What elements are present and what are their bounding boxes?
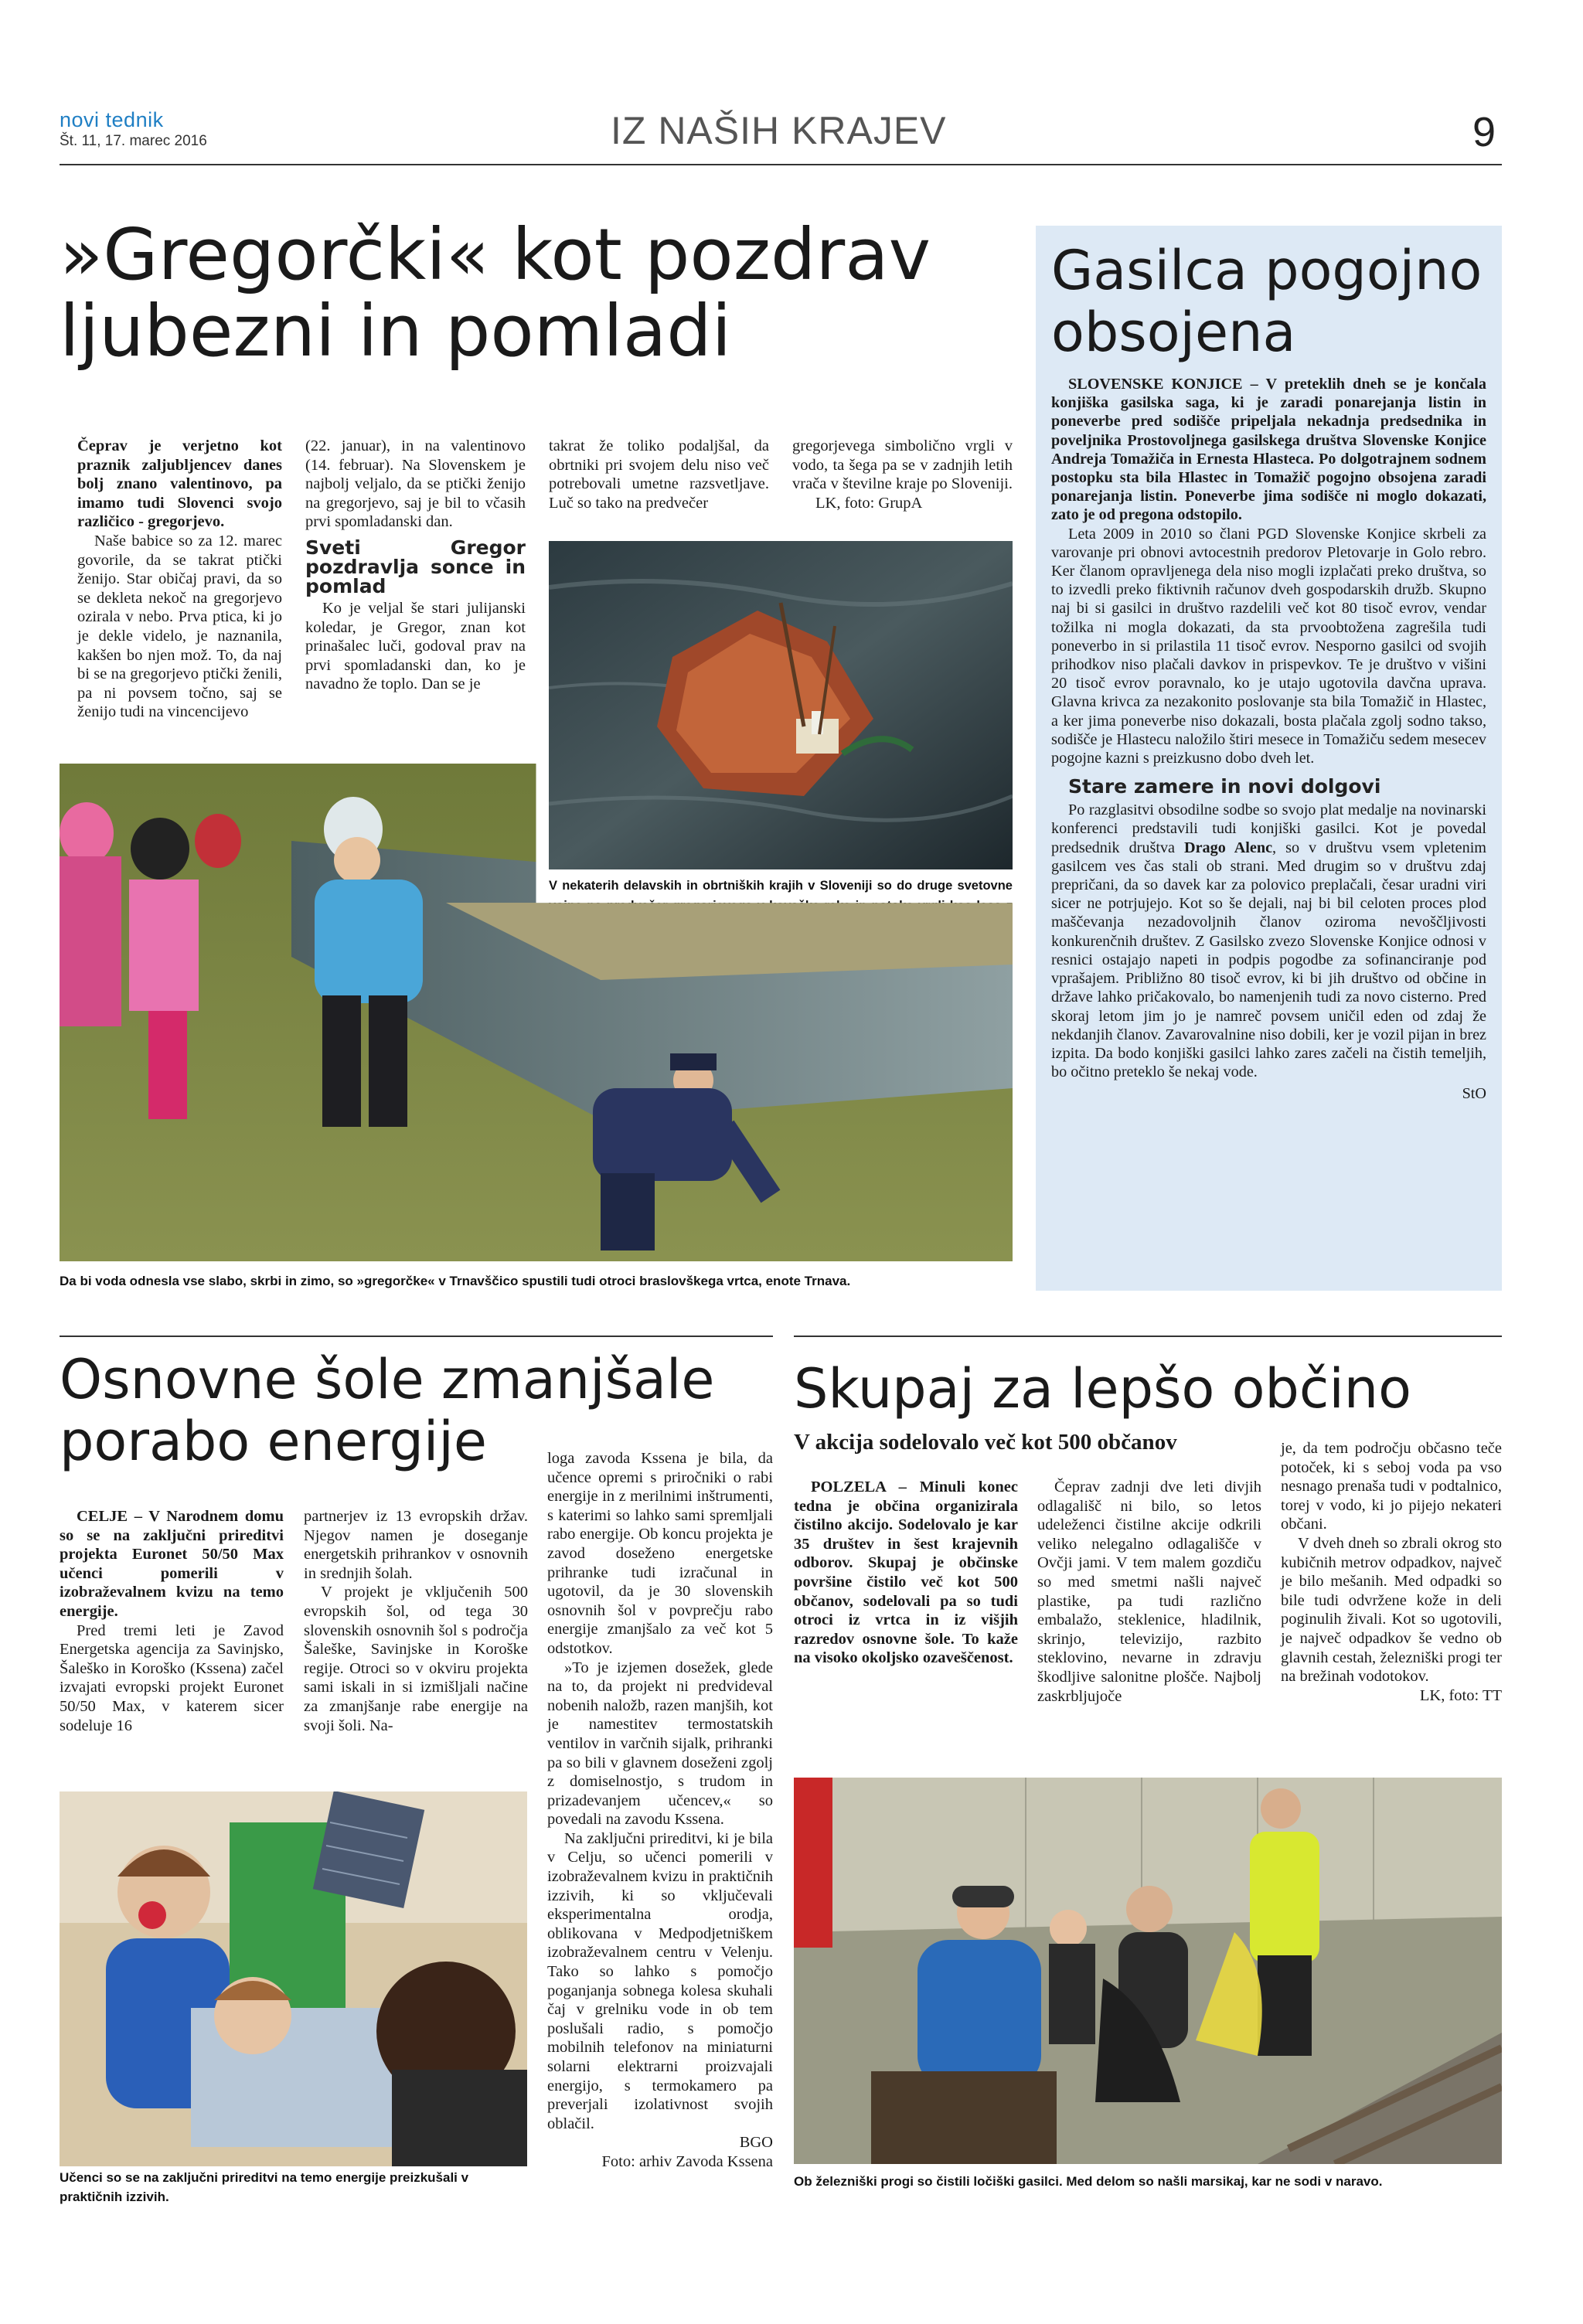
obcina-col-2 [1037, 1478, 1261, 1706]
photo-railway-cleanup-image [794, 1778, 1502, 2164]
gregor-col-2 [305, 437, 526, 694]
dateline: SLOVENSKE KONJICE – [1068, 376, 1266, 393]
paragraph: Leta 2009 in 2010 so člani PGD Slovenske Konjice skrbeli za varovanje pri obnovi avtocestnih predorov Pletovarje in Golo rebro. Ker članom opravljenega dela niso mogli izplačati preko društva, so to izvedli preko fiktivnih računov dveh gospodarskih družb. Skupno naj bi si gasilci in društvo razdelili več kot 80 tisoč evrov, vendar tožilka ni mogla dokazati, da sta prvoobtožena zagrešila tudi poneverbo in si prilastila 11 tisoč evrov. Nesporno gasilci od svojih prihodkov niso plačali davkov in prispevkov. Te je društvo v višini 20 tisoč evrov poravnalo, ko je utajo ugotovila davčna uprava. Glavna krivca za nezakonito poslovanje sta bila Tomažič in Hlastec, a ker jima poneverbe niso dokazali, bosta plačala zgolj sodno takso, sodišče je Hlastecu naložilo štiri mesece in Tomažiču sedem mesecev pogojne kazni s preizkusno dobo dveh let. [1051, 525, 1486, 767]
subheading: Sveti Gregor pozdravlja sonce in pomlad [305, 536, 526, 597]
photo-floating-gregorcek [549, 541, 1013, 869]
dateline: POLZELA – [811, 1478, 920, 1495]
sole-col-1 [60, 1507, 284, 1735]
person-name: Drago Alenc [1184, 839, 1273, 856]
gasilca-col [1051, 375, 1486, 1104]
paragraph: Čeprav zadnji dve leti divjih odlagališč ni bilo, so letos udeleženci čistilne akcije odkrili veliko nelegalno odlagališče v Ovčji jami. V tem malem gozdiču so med smetmi našli največ plastike, pa tudi različno embalažo, steklenice, hladilnik, skrinjo, televizijo, razbito steklovino, nevarne in zdravju škodljive salonitne plošče. Najbolj zaskrbljujoče [1037, 1478, 1261, 1705]
photo-floating-gregorcek-image [549, 541, 1013, 869]
headline-gregorcki [60, 213, 1026, 373]
lead-text: Minuli konec tedna je občina organizirala čistilno akcijo. Sodelovalo je kar 35 društev in šest krajevnih odborov. Skupaj je občinske površine čistilo več kot 500 občanov, sodelovali pa so tudi otroci iz vrtca in iz višjih razredov osnovne šole. To kaže na visoko okoljsko ozaveščenost. [794, 1478, 1018, 1667]
deck-obcina: V akcija sodelovalo več kot 500 občanov [794, 1430, 1177, 1455]
gregor-col-4 [792, 437, 1013, 512]
credit: LK, foto: TT [1419, 1686, 1502, 1704]
sole-col-2 [304, 1507, 528, 1735]
credit: LK, foto: GrupA [815, 494, 923, 512]
paragraph: (22. januar), in na valentinovo (14. februar). Na Slovenskem je najbolj veljalo, da se ptički ženijo na gregorjevo, saj je bil to včasih prvi spomladanski dan. [305, 437, 526, 531]
lead-paragraph [794, 1478, 1018, 1668]
headline-obcina: Skupaj za lepšo občino [794, 1357, 1411, 1421]
paragraph: Ko je veljal še stari julijanski koledar, je Gregor, znan kot prinašalec luči, godoval prav na prvi spomladanski dan, ko je navadno že toplo. Dan se je [305, 599, 526, 693]
caption-children-stream: Da bi voda odnesla vse slabo, skrbi in zimo, so »gregorčke« v Trnavščico spustili tudi otroci braslovškega vrtca, enote Trnava. [60, 1274, 851, 1288]
lead-text: V Narodnem domu so se na zaključni prireditvi projekta Euronet 50/50 Max učenci pomerili v izobraževalnem kvizu na temo energije. [60, 1508, 284, 1620]
masthead-paper-name: novi tednik [60, 108, 164, 131]
paragraph [1051, 801, 1486, 1081]
obcina-col-3 [1281, 1439, 1502, 1705]
lead-paragraph [60, 1507, 284, 1621]
photo-credit: Foto: arhiv Zavoda Kssena [601, 2152, 773, 2170]
paragraph: »To je izjemen dosežek, glede na to, da projekt ni predvideval nobenih naložb, razen manjših, kot je namestitev termostatskih ventilov in varčnih sijalk, prihranki pa so bili v glavnem doseženi zgolj z domiselnostjo, s trudom in prizadevanjem učencev,« so povedali na zavodu Kssena. [547, 1659, 773, 1829]
credit: BGO [739, 2134, 773, 2152]
lead-text: V preteklih dneh se je končala konjiška gasilska saga, ki je zaradi ponarejanja listin in poneverbe pred sodišče pripeljala nekadnja predsednika in poveljnika Prostovoljnega gasilskega društva Slovenske Konjice Andreja Tomažiča in Ernesta Hlasteca. Po dolgotrajnem sodnem postopku sta bila Hlastec in Tomažič pogojno obsojena zaradi ponarejanja listin. Poneverbe jima sodišče ni moglo dokazati, zato je od pregona odstopilo. [1051, 376, 1486, 524]
photo-railway-cleanup [794, 1778, 1502, 2164]
gregor-col-3 [549, 437, 769, 512]
paragraph: je, da tem področju občasno teče potoček, ki s seboj voda pa vso nesnago prenaša tudi v podtalnico, torej v vodo, ki jo pijejo nekateri občani. [1281, 1440, 1502, 1533]
paragraph-text: gregorjevega simbolično vrgli v vodo, ta šega pa se v zadnjih letih vrača v številne kraje po Sloveniji. [792, 437, 1013, 493]
section-rule-left [60, 1336, 773, 1337]
page-number: 9 [1472, 109, 1496, 155]
paragraph: Pred tremi leti je Zavod Energetska agencija za Savinjsko, Šaleško in Koroško (Kssena) začel izvajati evropski projekt Euronet 50/50 Max, v katerem sicer sodeluje 16 [60, 1621, 284, 1734]
obcina-col-1 [794, 1478, 1018, 1668]
paragraph: loga zavoda Kssena je bila, da učence opremi s priročniki o rabi energije in z merilnimi inštrumenti, s katerimi so lahko sami spremljali rabo energije. Ob koncu projekta je zavod doseženo energetske prihranke tudi izračunal in ugotovil, da je 30 slovenskih osnovnih šol v povprečju rabo energije zmanjšalo za več kot 5 odstotkov. [547, 1450, 773, 1657]
lead-paragraph [1051, 375, 1486, 525]
section-title: IZ NAŠIH KRAJEV [611, 109, 947, 152]
caption-floating-gregorcek: V nekaterih delavskih in obrtniških krajih v Sloveniji so do druge svetovne [549, 879, 1013, 893]
headline-line: Osnovne šole zmanjšale [60, 1348, 715, 1411]
paragraph-text: , so v društvu vsem vpletenim gasilcem ves čas stali ob strani. Med drugim so v društvu zdaj prepričani, da so davek kar za polovico preplačali, česar uradni viri sicer ne potrjujejo. Kot so še dejali, naj bi bil celoten proces plod maščevanja nezadovoljnih članov oziroma nevoščljivosti konkurenčnih društev. Z Gasilsko zvezo Slovenske Konjice odnosi v resnici ostajajo napeti in podpis pogodbe za sofinanciranje pod vprašajem. Približno 80 tisoč evrov, ki bi jih društvo od občine in države lahko pričakovalo, bo namenjenih tudi za novo cisterno. Pred skoraj letom jim jo je namreč povsem uničil eden od zdaj že nekdanjih članov. Zavarovalnine niso dobili, ker je vozil pijan in brez izpita. Da bodo konjiški gasilci lahko zares začeli na čistih temeljih, bo očitno preteklo še nekaj vode. [1051, 839, 1487, 1081]
headline-line: ljubezni in pomladi [60, 290, 732, 373]
caption-railway-cleanup: Ob železniški progi so čistili ločiški gasilci. Med delom so našli marsikaj, kar ne sodi v naravo. [794, 2174, 1383, 2189]
paragraph: V projekt je vključenih 500 evropskih šol, od tega 30 slovenskih osnovnih šol s področja Šaleške, Savinjske in Koroške regije. Otroci so v okviru projekta sami iskali in si izmišljali načine za zmanjšanje rabe energije na svoji šoli. Na- [304, 1584, 528, 1734]
headline-gasilca [1051, 240, 1500, 363]
photo-energy-kids-image [60, 1791, 527, 2166]
sole-col-3 [547, 1449, 773, 2172]
paragraph: Naše babice so za 12. marec govorile, da se takrat ptički ženijo. Star običaj pravi, da so se dekleta nekoč na gregorjevo ozirala v nebo. Prva ptica, ki jo je dekle videlo, je naznanila, kakšen bo njen mož. To, da naj bi se na gregorjevo ptički ženili, pa ni povsem točno, saj se ženijo tudi na vincencijevo [77, 532, 282, 721]
subheading: Stare zamere in novi dolgovi [1068, 775, 1381, 798]
caption-energy-kids: Učenci so se na zaključni prireditvi na temo energije preizkušali v praktičnih izzivih. [60, 2170, 469, 2204]
paragraph: takrat že toliko podaljšal, da obrtniki pri svojem delu niso več potrebovali umetne razsvetljave. Luč so tako na predvečer [549, 437, 769, 512]
paragraph: Na zaključni prireditvi, ki je bila v Celju, so učenci pomerili v izobraževalnem kvizu in praktičnih izzivih, ki so vključevali eksperimentalna orodja, oblikovana v Medpodjetniškem izobraževalnem centru v Velenju. Tako so lahko s pomočjo poganjanja sobnega kolesa skuhali čaj v grelniku vode in ob tem poslušali radio, s pomočjo mobilnih telefonov na miniaturni solarni elektrarni proizvajali energijo, s termokamero pa preverjali izolativnost svojih oblačil. [547, 1829, 773, 2132]
paragraph-text: Po razglasitvi obsodilne sodbe so svojo plat medalje na novinarski konferenci predstavili tudi konjiški gasilci. Kot je povedal predsednik društva [1051, 801, 1486, 856]
paragraph: V dveh dneh so zbrali okrog sto kubičnih metrov odpadkov, največ je bilo mešanih. Med odpadki so bile tudi odvržene kože in deli poginulih živali. Kot so ugotovili, je največ odpadkov še vedno ob glavnih cestah, železniški progi ter na brežinah vodotokov. [1281, 1534, 1502, 1686]
masthead-issue: Št. 11, 17. marec 2016 [60, 133, 207, 149]
paragraph [792, 437, 1013, 512]
dateline: CELJE – [77, 1508, 149, 1525]
lead-paragraph: Čeprav je verjetno kot praznik zaljubljencev danes bolj znano valentinovo, pa imamo tudi Slovenci svojo različico - gregorjevo. [77, 437, 282, 531]
photo-energy-kids [60, 1791, 527, 2166]
headline-line: porabo energije [60, 1410, 487, 1473]
headline-line: obsojena [1051, 301, 1296, 364]
headline-line: Gasilca pogojno [1051, 239, 1483, 302]
section-rule-right [794, 1336, 1502, 1337]
masthead-rule [60, 164, 1502, 165]
headline-line: »Gregorčki« kot pozdrav [60, 213, 931, 296]
gregor-col-1 [77, 437, 282, 722]
credit: StO [1462, 1085, 1486, 1103]
paragraph: partnerjev iz 13 evropskih držav. Njegov namen je doseganje energetskih prihrankov v osnovnih in srednjih šolah. [304, 1508, 528, 1582]
